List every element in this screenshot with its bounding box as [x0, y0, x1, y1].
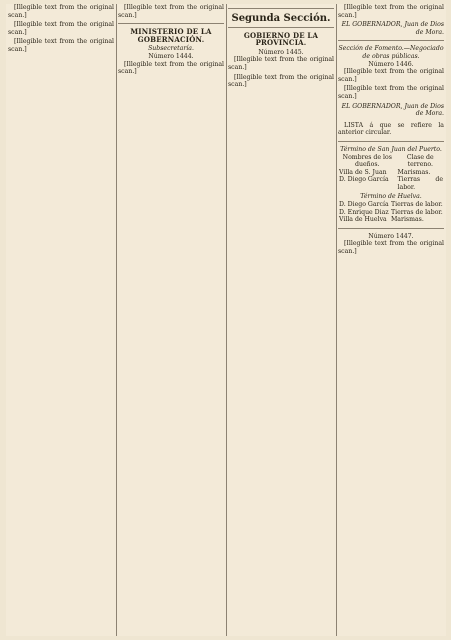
signature: EL GOBERNADOR, Juan de Dios de Mora. — [341, 21, 444, 36]
divider — [228, 27, 334, 28]
section-heading: Subsecretaría. — [148, 45, 194, 53]
article-paragraph: [Illegible text from the original scan.] — [8, 21, 114, 36]
table-row — [338, 169, 444, 177]
article-paragraph: [Illegible text from the original scan.] — [338, 68, 444, 83]
government-heading: GOBIERNO DE LA PROVINCIA. — [243, 30, 319, 48]
table-cell: Marismas. — [397, 168, 431, 176]
table-cell: D. Diego García — [339, 176, 389, 184]
table-row — [338, 176, 444, 191]
article-paragraph: [Illegible text from the original scan.] — [338, 4, 444, 19]
section-heading: Sección de Fomento.—Negociado de obras públicas. — [338, 45, 444, 60]
column-header: Nombres de los dueños. — [342, 153, 392, 169]
item-number: Número 1446. — [368, 60, 414, 68]
owners-table — [338, 154, 444, 192]
article-paragraph: [Illegible text from the original scan.] — [338, 240, 444, 256]
article-paragraph: [Illegible text from the original scan.] — [228, 73, 334, 89]
table-cell: Tierras de labor. — [390, 208, 443, 216]
table-row — [338, 201, 444, 209]
newspaper-page — [6, 4, 446, 636]
table-row — [338, 209, 444, 217]
column-3 — [228, 4, 334, 636]
item-number: Número 1447. — [368, 232, 414, 240]
table-cell: Villa de S. Juan — [339, 168, 387, 176]
section-heading: Segunda Sección. — [231, 13, 331, 24]
article-paragraph: [Illegible text from the original scan.] — [228, 56, 334, 71]
column-header: Clase de terreno. — [406, 153, 434, 169]
divider — [338, 40, 444, 41]
column-rule — [226, 4, 227, 636]
table-cell: Tierras de labor. — [390, 201, 443, 209]
owners-table — [338, 201, 444, 224]
table-cell: Marismas. — [390, 216, 424, 224]
divider — [118, 23, 224, 24]
column-1 — [8, 4, 114, 636]
column-rule — [116, 4, 117, 636]
signature: EL GOBERNADOR, Juan de Dios de Mora. — [341, 102, 444, 118]
divider — [228, 8, 334, 9]
divider — [338, 141, 444, 142]
table-row — [338, 216, 444, 224]
table-cell: D. Enrique Diaz — [339, 208, 389, 216]
list-subheading: Término de San Juan del Puerto. — [340, 145, 442, 153]
ministry-heading: MINISTERIO DE LA GOBERNACIÓN. — [130, 27, 212, 44]
divider — [338, 228, 444, 229]
item-number: Número 1445. — [258, 48, 304, 56]
table-cell: Tierras de labor. — [397, 176, 443, 191]
article-paragraph: [Illegible text from the original scan.] — [118, 60, 224, 76]
article-paragraph: [Illegible text from the original scan.] — [338, 85, 444, 100]
table-header-row — [338, 154, 444, 169]
column-2 — [118, 4, 224, 636]
item-number: Número 1444. — [148, 52, 194, 60]
table-cell: Villa de Huelva — [339, 216, 387, 224]
column-rule — [336, 4, 337, 636]
column-4 — [338, 4, 444, 636]
article-paragraph: [Illegible text from the original scan.] — [118, 4, 224, 19]
list-heading: LISTA á que se refiere la anterior circular. — [338, 121, 444, 137]
list-subheading: Término de Huelva. — [360, 193, 422, 201]
table-cell: D. Diego García — [339, 201, 389, 209]
article-paragraph: [Illegible text from the original scan.] — [8, 38, 114, 53]
article-paragraph: [Illegible text from the original scan.] — [8, 4, 114, 19]
